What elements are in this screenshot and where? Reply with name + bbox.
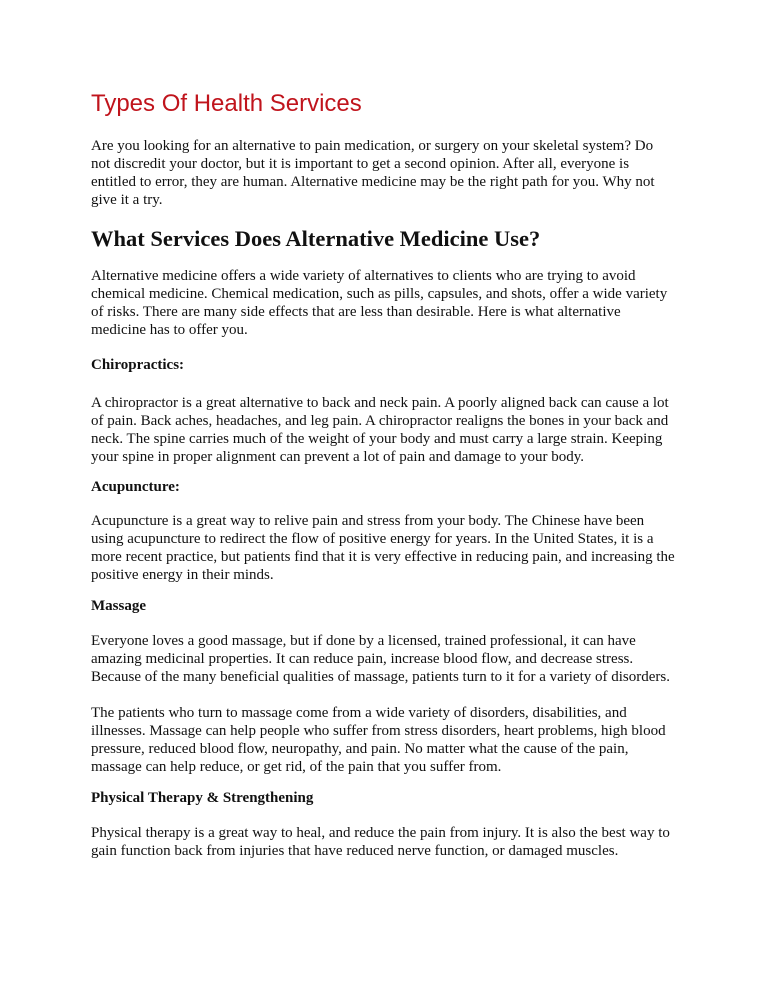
chiropractics-paragraph [91,394,669,466]
chiropractics-heading: Chiropractics: [91,357,185,373]
text-line: of pain. Back aches, headaches, and leg pain. A chiropractor realigns the bones in your back and [91,413,669,429]
massage-paragraph-1 [91,632,670,686]
massage-paragraph-2 [91,704,666,776]
text-line: not discredit your doctor, but it is important to get a second opinion. After all, everyone is [91,156,630,172]
text-line: gain function back from injuries that have reduced nerve function, or damaged muscles. [91,843,619,859]
physical-therapy-heading: Physical Therapy & Strengthening [91,790,314,806]
acupuncture-paragraph [91,512,675,584]
text-line: neck. The spine carries much of the weight of your body and must carry a large strain. Keeping [91,431,663,447]
text-line: medicine has to offer you. [91,322,248,338]
intro-paragraph [91,137,655,209]
text-line: Acupuncture is a great way to relive pain and stress from your body. The Chinese have been [91,513,645,529]
text-line: pressure, reduced blood flow, neuropathy, and pain. No matter what the cause of the pain, [91,741,629,757]
text-line: Physical therapy is a great way to heal, and reduce the pain from injury. It is also the best way to [91,825,670,841]
text-line: Because of the many beneficial qualities of massage, patients turn to it for a variety of disorders. [91,669,670,685]
text-line: your spine in proper alignment can prevent a lot of pain and damage to your body. [91,449,585,465]
page-title: Types Of Health Services [91,90,362,117]
text-line: positive energy in their minds. [91,567,274,583]
text-line: chemical medicine. Chemical medication, such as pills, capsules, and shots, offer a wide variety [91,286,668,302]
text-line: illnesses. Massage can help people who suffer from stress disorders, heart problems, high blood [91,723,666,739]
text-line: amazing medicinal properties. It can reduce pain, increase blood flow, and decrease stress. [91,651,634,667]
text-line: massage can help reduce, or get rid, of the pain that you suffer from. [91,759,502,775]
text-line: The patients who turn to massage come from a wide variety of disorders, disabilities, and [91,705,627,721]
text-line: of risks. There are many side effects that are less than desirable. Here is what alternative [91,304,621,320]
text-line: Everyone loves a good massage, but if done by a licensed, trained professional, it can have [91,633,636,649]
text-line: more recent practice, but patients find that it is very effective in reducing pain, and increasing the [91,549,675,565]
overview-paragraph [91,267,667,339]
massage-heading: Massage [91,598,146,614]
text-line: entitled to error, they are human. Alternative medicine may be the right path for you. Why not [91,174,655,190]
section-heading: What Services Does Alternative Medicine Use? [91,226,541,251]
text-line: using acupuncture to redirect the flow of positive energy for years. In the United States, it is a [91,531,654,547]
text-line: Are you looking for an alternative to pain medication, or surgery on your skeletal system? Do [91,138,654,154]
text-line: Alternative medicine offers a wide variety of alternatives to clients who are trying to avoid [91,268,636,284]
acupuncture-heading: Acupuncture: [91,479,180,495]
text-line: give it a try. [91,192,163,208]
physical-therapy-paragraph [91,824,670,860]
text-line: A chiropractor is a great alternative to back and neck pain. A poorly aligned back can cause a lot [91,395,669,411]
